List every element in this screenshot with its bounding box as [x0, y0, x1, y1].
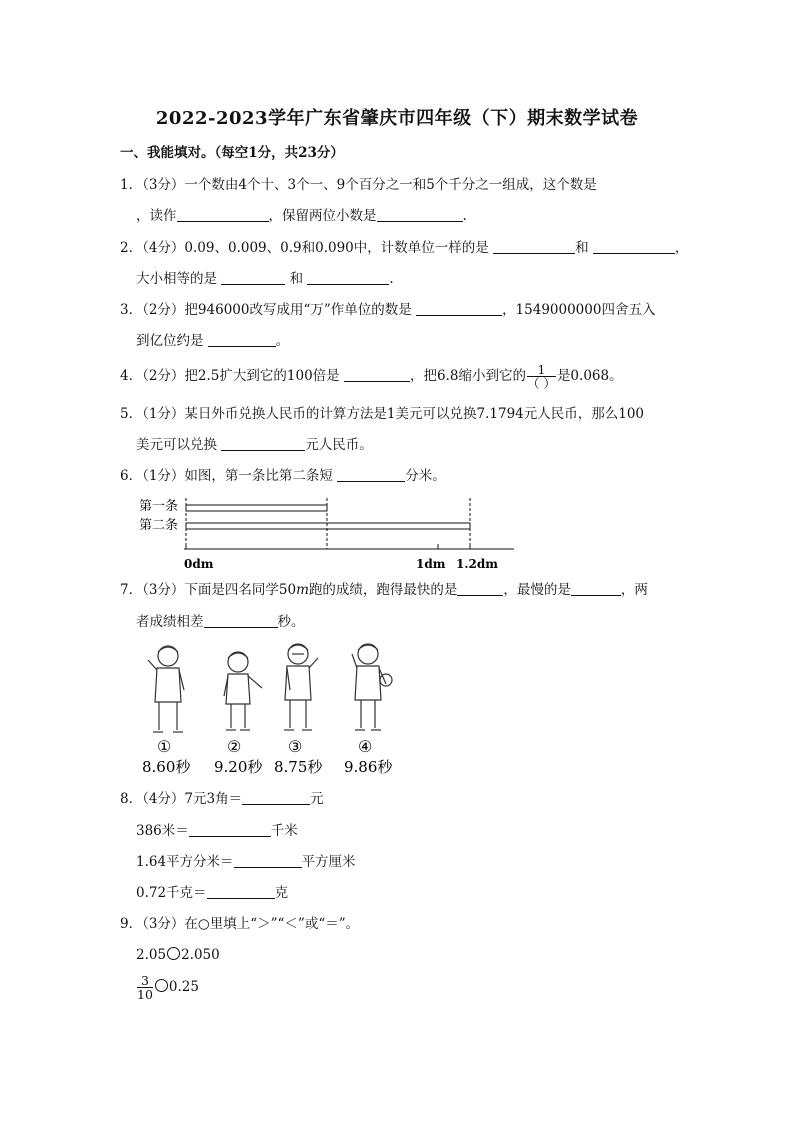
- question-8-line-2: [136, 821, 298, 841]
- student-2-figure: [224, 652, 262, 730]
- q8-text-d: 千米: [270, 823, 298, 839]
- q7-text-f: 秒。: [277, 614, 305, 630]
- student-3-time: 8.75秒: [274, 758, 323, 776]
- students-illustration: [140, 640, 430, 780]
- student-2-number: ②: [227, 737, 242, 756]
- bar-2-label: 第二条: [139, 518, 179, 533]
- answer-blank[interactable]: [377, 207, 463, 222]
- fraction-numerator: 3: [137, 974, 153, 988]
- q8-text-c: 386米＝: [136, 823, 189, 839]
- question-5-line-2: [136, 435, 373, 455]
- answer-blank[interactable]: [207, 884, 275, 899]
- tick-label-1-2dm: 1.2dm: [456, 557, 498, 571]
- q8-text-f: 平方厘米: [301, 854, 356, 870]
- q4-text-a: 4．（2分）把2.5扩大到它的100倍是: [120, 368, 340, 384]
- answer-blank[interactable]: [337, 467, 405, 482]
- q8-text-h: 克: [274, 885, 289, 901]
- question-2-line-2: [136, 269, 394, 289]
- answer-blank[interactable]: [416, 301, 502, 316]
- question-1-line-1: 1．（3分）一个数由4个十、3个一、9个百分之一和5个千分之一组成，这个数是: [120, 177, 597, 193]
- answer-blank[interactable]: [307, 270, 389, 285]
- question-4-line: [120, 362, 623, 390]
- q1-text-b: ，保留两位小数是: [268, 208, 377, 224]
- q8-text-a: 8．（4分）7元3角＝: [120, 791, 243, 807]
- q7-text-c: ，最慢的是: [503, 582, 571, 598]
- answer-blank[interactable]: [221, 270, 285, 285]
- comparison-2: [136, 973, 199, 1001]
- bar-2: [186, 523, 470, 529]
- q5-text-a: 美元可以兑换: [136, 437, 217, 453]
- answer-blank[interactable]: [204, 613, 278, 628]
- student-3-number: ③: [288, 737, 303, 756]
- fraction: [527, 363, 556, 390]
- fraction-denominator: 10: [137, 987, 153, 1002]
- q6-text-a: 6．（1分）如图，第一条比第二条短: [120, 468, 333, 484]
- compare-circle[interactable]: [167, 947, 180, 960]
- student-2-time: 9.20秒: [214, 758, 263, 776]
- student-4-figure: [352, 644, 392, 730]
- question-2-line-1: [120, 238, 688, 258]
- answer-blank[interactable]: [177, 207, 269, 222]
- student-4-number: ④: [358, 737, 373, 756]
- section-heading: 一、我能填对。（每空1分，共23分）: [120, 145, 344, 161]
- q4-text-c: 是0.068。: [556, 368, 623, 384]
- question-8-line-3: [136, 852, 356, 872]
- answer-blank[interactable]: [457, 581, 503, 596]
- q5-text-b: 元人民币。: [305, 437, 373, 453]
- comparison-1-right: 2.050: [181, 947, 220, 963]
- fraction-numerator: 1: [527, 363, 556, 377]
- fraction: [137, 974, 153, 1001]
- q4-text-b: ，把6.8缩小到它的: [409, 368, 526, 384]
- question-9-line: 9．（3分）在○里填上“＞”“＜”或“＝”。: [120, 916, 360, 932]
- q1-text-c: .: [462, 208, 467, 224]
- question-5-line-1: 5．（1分）某日外币兑换人民币的计算方法是1美元可以兑换7.1794元人民币，那么100: [120, 406, 645, 422]
- question-8-line-1: [120, 789, 324, 809]
- answer-blank[interactable]: [571, 581, 621, 596]
- bar-length-diagram: [136, 494, 526, 574]
- student-1-figure: [148, 646, 184, 732]
- q8-text-b: 元: [310, 791, 324, 807]
- tick-label-1dm: 1dm: [416, 557, 446, 571]
- comparison-1-left: 2.05: [136, 947, 167, 963]
- comparison-2-right: 0.25: [168, 979, 199, 995]
- q3-text-d: 。: [275, 333, 290, 349]
- bar-1: [186, 505, 327, 511]
- question-7-line-2: [136, 612, 305, 632]
- student-3-figure: [284, 644, 318, 730]
- answer-blank[interactable]: [221, 436, 305, 451]
- fraction-denominator-blank[interactable]: （ ）: [526, 376, 556, 391]
- q2-text-c: ，: [674, 240, 689, 256]
- q3-text-c: 到亿位约是: [136, 333, 204, 349]
- question-3-line-1: [120, 300, 655, 320]
- q8-text-g: 0.72千克＝: [136, 885, 207, 901]
- q7-unit-m: m: [296, 582, 309, 598]
- question-8-line-4: [136, 883, 288, 903]
- q7-text-b: 跑的成绩，跑得最快的是: [308, 582, 458, 598]
- answer-blank[interactable]: [242, 790, 310, 805]
- question-6-line: [120, 466, 446, 486]
- q1-text-a: ，读作: [136, 208, 177, 224]
- q3-text-a: 3．（2分）把946000改写成用“万”作单位的数是: [120, 302, 412, 318]
- answer-blank[interactable]: [493, 239, 575, 254]
- comparison-1: [136, 945, 220, 965]
- answer-blank[interactable]: [593, 239, 675, 254]
- q6-text-b: 分米。: [405, 468, 446, 484]
- answer-blank[interactable]: [344, 367, 410, 382]
- q7-text-a: 7．（3分）下面是四名同学50: [120, 582, 297, 598]
- tick-label-0dm: 0dm: [184, 557, 214, 571]
- q2-text-d: 大小相等的是: [136, 271, 217, 287]
- q2-text-e: 和: [289, 271, 304, 287]
- answer-blank[interactable]: [234, 853, 302, 868]
- q3-text-b: ，1549000000四舍五入: [502, 302, 656, 318]
- student-1-time: 8.60秒: [142, 758, 191, 776]
- bar-1-label: 第一条: [139, 499, 179, 514]
- answer-blank[interactable]: [208, 332, 276, 347]
- q2-text-f: .: [389, 271, 394, 287]
- q8-text-e: 1.64平方分米＝: [136, 854, 234, 870]
- student-4-time: 9.86秒: [344, 758, 393, 776]
- q2-text-a: 2．（4分）0.09、0.009、0.9和0.090中，计数单位一样的是: [120, 240, 489, 256]
- question-1-line-2: [136, 206, 467, 226]
- answer-blank[interactable]: [189, 822, 271, 837]
- student-1-number: ①: [157, 737, 172, 756]
- question-3-line-2: [136, 331, 289, 351]
- compare-circle[interactable]: [155, 979, 168, 992]
- q7-text-d: ，两: [620, 582, 648, 598]
- q7-text-e: 者成绩相差: [136, 614, 204, 630]
- q2-text-b: 和: [575, 240, 589, 256]
- page-title: 2022-2023学年广东省肇庆市四年级（下）期末数学试卷: [155, 108, 639, 129]
- question-7-line-1: [120, 580, 648, 600]
